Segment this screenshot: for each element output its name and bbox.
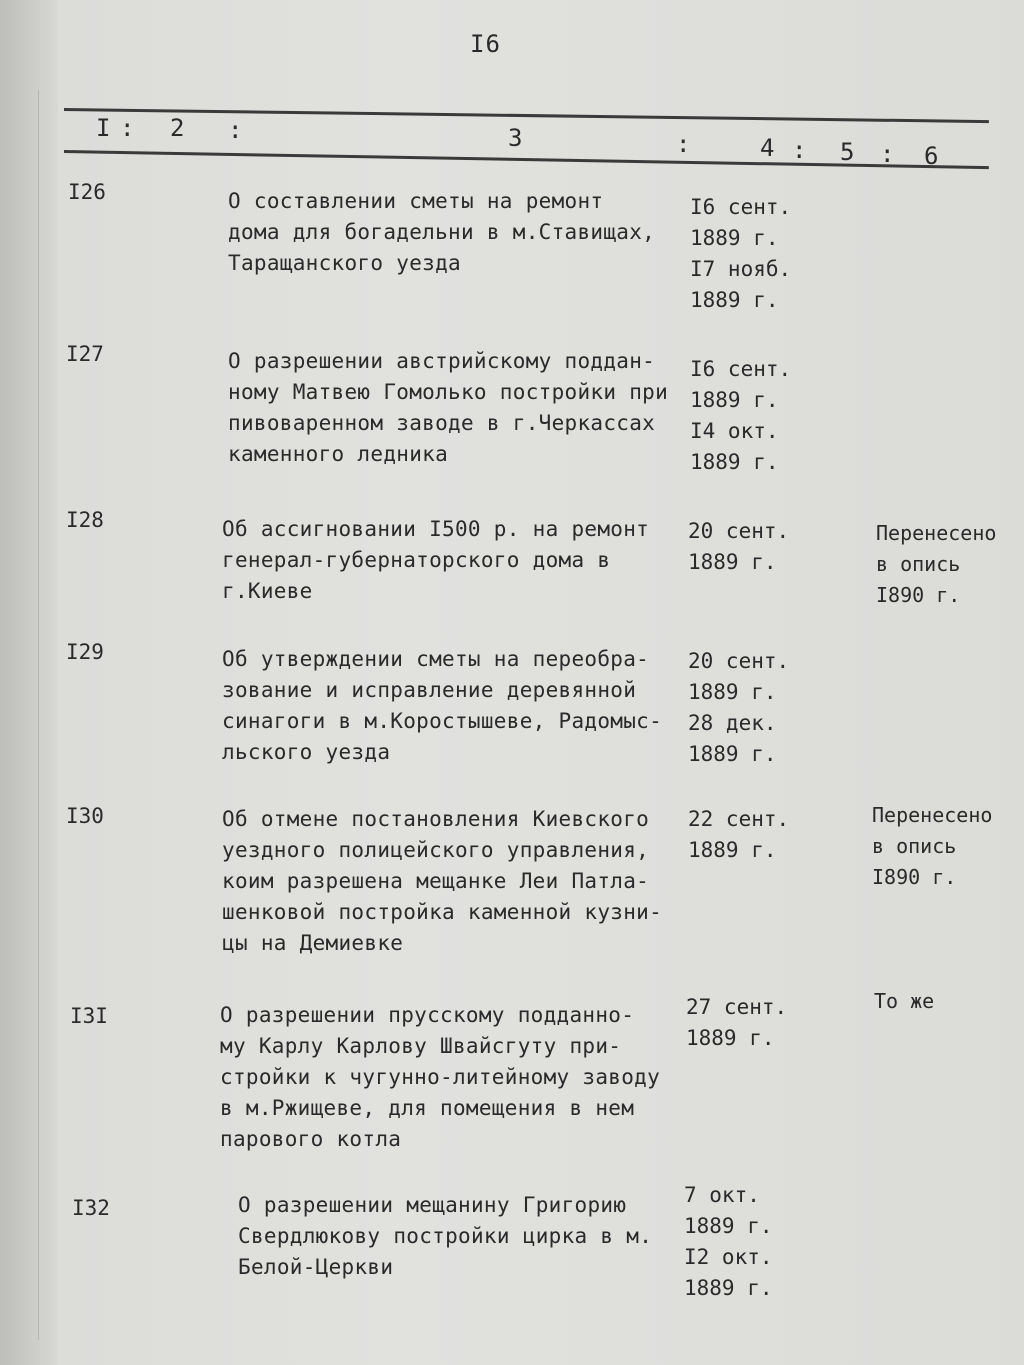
row-dates: [688, 646, 808, 770]
page-fold: [38, 90, 61, 1340]
header-sep-1: :: [120, 114, 135, 142]
row-note: [872, 800, 1012, 893]
desc-line: О составлении сметы на ремонт: [228, 189, 604, 213]
date-line: 1889 г.: [684, 1276, 773, 1300]
header-col-6: 6: [924, 142, 939, 170]
desc-line: синагоги в м.Коростышеве, Радомыс-: [222, 709, 663, 733]
header-col-5: 5: [840, 138, 855, 166]
desc-line: Белой-Церкви: [238, 1255, 394, 1279]
date-line: 1889 г.: [684, 1214, 773, 1238]
desc-line: коим разрешена мещанке Леи Патла-: [222, 869, 650, 893]
desc-line: г.Киеве: [222, 579, 313, 603]
desc-line: ному Матвею Гомолько постройки при: [228, 380, 669, 404]
row-number: I29: [66, 640, 104, 664]
row-dates: [690, 354, 810, 478]
header-col-2: 2: [170, 114, 185, 142]
row-number: I30: [66, 804, 104, 828]
row-dates: [684, 1180, 804, 1304]
date-line: 7 окт.: [684, 1183, 760, 1207]
row-number: I26: [68, 180, 106, 204]
date-line: 1889 г.: [690, 288, 779, 312]
row-number: I32: [72, 1196, 110, 1220]
desc-line: О разрешении мещанину Григорию: [238, 1193, 627, 1217]
desc-line: генерал-губернаторского дома в: [222, 548, 611, 572]
desc-line: О разрешении прусскому подданно-: [220, 1003, 635, 1027]
desc-line: зование и исправление деревянной: [222, 678, 637, 702]
date-line: 1889 г.: [688, 550, 777, 574]
row-description: [222, 514, 692, 607]
desc-line: Об отмене постановления Киевского: [222, 807, 650, 831]
date-line: 1889 г.: [690, 226, 779, 250]
date-line: I2 окт.: [684, 1245, 773, 1269]
desc-line: цы на Демиевке: [222, 931, 404, 955]
page-number: I6: [470, 30, 501, 58]
note-line: в опись: [872, 834, 957, 858]
note-line: в опись: [876, 552, 961, 576]
desc-line: шенковой постройка каменной кузни-: [222, 900, 663, 924]
row-dates: [690, 192, 810, 316]
row-number: I3I: [70, 1004, 108, 1028]
desc-line: льского уезда: [222, 740, 391, 764]
date-line: 22 сент.: [688, 807, 790, 831]
row-note: [876, 518, 1016, 611]
desc-line: Свердлюкову постройки цирка в м.: [238, 1224, 653, 1248]
date-line: 1889 г.: [688, 838, 777, 862]
date-line: 1889 г.: [688, 742, 777, 766]
date-line: 28 дек.: [688, 711, 777, 735]
row-note: [874, 986, 1014, 1017]
desc-line: Об ассигновании I500 р. на ремонт: [222, 517, 650, 541]
header-sep-3: :: [676, 130, 691, 158]
desc-line: стройки к чугунно-литейному заводу: [220, 1065, 661, 1089]
desc-line: парового котла: [220, 1127, 402, 1151]
desc-line: каменного ледника: [228, 442, 449, 466]
note-line: I890 г.: [872, 865, 957, 889]
desc-line: Об утверждении сметы на переобра-: [222, 647, 650, 671]
header-col-3: 3: [508, 124, 523, 152]
note-line: Перенесено: [872, 803, 993, 827]
date-line: 1889 г.: [690, 450, 779, 474]
date-line: 20 сент.: [688, 519, 790, 543]
desc-line: пивоваренном заводе в г.Черкассах: [228, 411, 656, 435]
date-line: 1889 г.: [686, 1026, 775, 1050]
desc-line: дома для богадельни в м.Ставищах,: [228, 220, 656, 244]
note-line: Перенесено: [876, 521, 997, 545]
row-dates: [688, 516, 808, 578]
date-line: 27 сент.: [686, 995, 788, 1019]
date-line: 1889 г.: [688, 680, 777, 704]
row-dates: [686, 992, 806, 1054]
note-line: I890 г.: [876, 583, 961, 607]
desc-line: Таращанского уезда: [228, 251, 461, 275]
table-header-top-rule: [64, 108, 989, 123]
header-col-1: I: [96, 114, 111, 142]
desc-line: уездного полицейского управления,: [222, 838, 650, 862]
date-line: I4 окт.: [690, 419, 779, 443]
row-description: [228, 186, 698, 279]
date-line: I7 нояб.: [690, 257, 792, 281]
row-description: [228, 346, 698, 470]
row-number: I27: [66, 342, 104, 366]
desc-line: в м.Ржищеве, для помещения в нем: [220, 1096, 635, 1120]
date-line: 20 сент.: [688, 649, 790, 673]
date-line: I6 сент.: [690, 195, 792, 219]
row-description: [222, 804, 692, 959]
header-sep-2: :: [228, 116, 243, 144]
row-description: [220, 1000, 690, 1155]
date-line: I6 сент.: [690, 357, 792, 381]
date-line: 1889 г.: [690, 388, 779, 412]
note-line: То же: [874, 989, 935, 1013]
header-col-4: 4: [760, 134, 775, 162]
desc-line: му Карлу Карлову Швайсгуту при-: [220, 1034, 622, 1058]
desc-line: О разрешении австрийскому поддан-: [228, 349, 656, 373]
header-sep-4: :: [792, 136, 807, 164]
row-dates: [688, 804, 808, 866]
row-number: I28: [66, 508, 104, 532]
row-description: [238, 1190, 708, 1283]
row-description: [222, 644, 692, 768]
header-sep-5: :: [880, 140, 895, 168]
